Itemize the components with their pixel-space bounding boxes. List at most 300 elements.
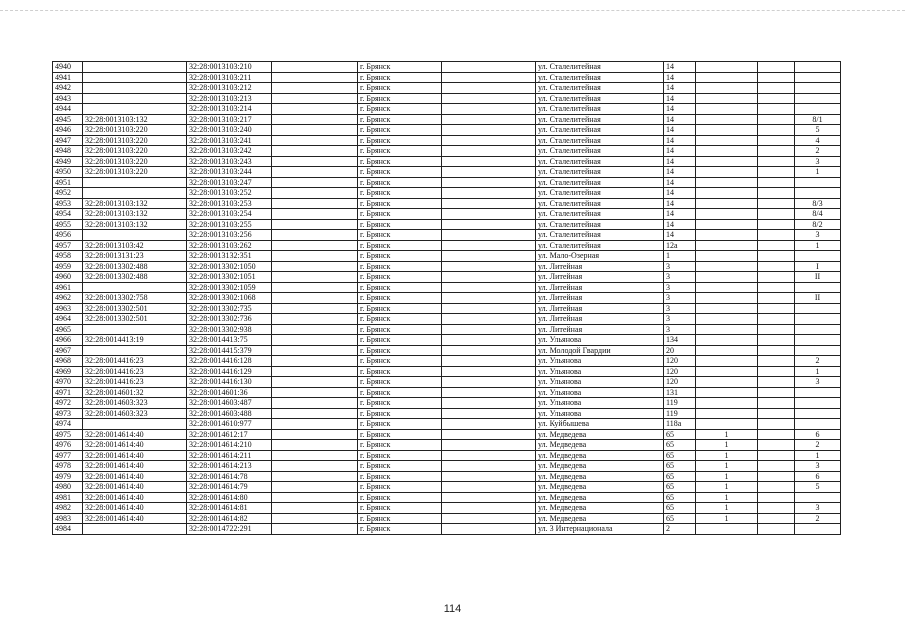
city-cell: г. Брянск <box>358 72 442 83</box>
row-number-cell: 4943 <box>53 93 83 104</box>
building-cell <box>696 524 758 535</box>
city-cell: г. Брянск <box>358 513 442 524</box>
empty-cell <box>442 219 536 230</box>
empty-cell <box>758 366 795 377</box>
parent-cadastral-number-cell: 32:28:0014614:40 <box>83 492 187 503</box>
city-cell: г. Брянск <box>358 450 442 461</box>
city-cell: г. Брянск <box>358 492 442 503</box>
parent-cadastral-number-cell: 32:28:0014413:19 <box>83 335 187 346</box>
cadastral-number-cell: 32:28:0014614:82 <box>187 513 272 524</box>
parent-cadastral-number-cell: 32:28:0014603:323 <box>83 408 187 419</box>
empty-cell <box>758 293 795 304</box>
cadastral-number-cell: 32:28:0013302:1068 <box>187 293 272 304</box>
cadastral-number-cell: 32:28:0014614:213 <box>187 461 272 472</box>
building-cell: 1 <box>696 450 758 461</box>
empty-cell <box>758 261 795 272</box>
row-number-cell: 4958 <box>53 251 83 262</box>
empty-cell <box>758 513 795 524</box>
city-cell: г. Брянск <box>358 356 442 367</box>
parent-cadastral-number-cell: 32:28:0013103:220 <box>83 125 187 136</box>
row-number-cell: 4947 <box>53 135 83 146</box>
empty-cell <box>442 240 536 251</box>
empty-cell <box>442 303 536 314</box>
parent-cadastral-number-cell <box>83 324 187 335</box>
empty-cell <box>442 167 536 178</box>
empty-cell <box>442 104 536 115</box>
table-row <box>53 366 841 377</box>
table-row <box>53 419 841 430</box>
empty-cell <box>442 398 536 409</box>
empty-cell <box>442 125 536 136</box>
flat-number-cell: 1 <box>795 240 841 251</box>
building-cell <box>696 177 758 188</box>
empty-cell <box>272 324 358 335</box>
city-cell: г. Брянск <box>358 93 442 104</box>
empty-cell <box>758 72 795 83</box>
cadastral-number-cell: 32:28:0013103:214 <box>187 104 272 115</box>
empty-cell <box>758 377 795 388</box>
empty-cell <box>442 261 536 272</box>
empty-cell <box>272 261 358 272</box>
building-cell: 1 <box>696 429 758 440</box>
parent-cadastral-number-cell: 32:28:0013103:42 <box>83 240 187 251</box>
building-cell <box>696 156 758 167</box>
row-number-cell: 4956 <box>53 230 83 241</box>
building-cell <box>696 125 758 136</box>
city-cell: г. Брянск <box>358 114 442 125</box>
row-number-cell: 4970 <box>53 377 83 388</box>
row-number-cell: 4955 <box>53 219 83 230</box>
flat-number-cell <box>795 72 841 83</box>
empty-cell <box>758 461 795 472</box>
empty-cell <box>758 188 795 199</box>
house-number-cell: 118а <box>664 419 696 430</box>
parent-cadastral-number-cell: 32:28:0013103:132 <box>83 114 187 125</box>
row-number-cell: 4949 <box>53 156 83 167</box>
empty-cell <box>758 230 795 241</box>
table-row <box>53 282 841 293</box>
building-cell <box>696 251 758 262</box>
building-cell: 1 <box>696 461 758 472</box>
table-row <box>53 524 841 535</box>
row-number-cell: 4969 <box>53 366 83 377</box>
building-cell <box>696 62 758 73</box>
parent-cadastral-number-cell: 32:28:0014614:40 <box>83 450 187 461</box>
empty-cell <box>272 450 358 461</box>
row-number-cell: 4964 <box>53 314 83 325</box>
street-cell: ул. Сталелитейная <box>536 240 664 251</box>
house-number-cell: 119 <box>664 408 696 419</box>
street-cell: ул. Сталелитейная <box>536 219 664 230</box>
table-row <box>53 114 841 125</box>
city-cell: г. Брянск <box>358 104 442 115</box>
parent-cadastral-number-cell: 32:28:0013103:132 <box>83 209 187 220</box>
street-cell: ул. Сталелитейная <box>536 114 664 125</box>
table-row <box>53 272 841 283</box>
city-cell: г. Брянск <box>358 251 442 262</box>
city-cell: г. Брянск <box>358 62 442 73</box>
parent-cadastral-number-cell: 32:28:0014614:40 <box>83 503 187 514</box>
flat-number-cell <box>795 345 841 356</box>
street-cell: ул. Сталелитейная <box>536 125 664 136</box>
building-cell <box>696 335 758 346</box>
empty-cell <box>272 83 358 94</box>
flat-number-cell: 3 <box>795 156 841 167</box>
empty-cell <box>758 398 795 409</box>
parent-cadastral-number-cell <box>83 104 187 115</box>
city-cell: г. Брянск <box>358 387 442 398</box>
table-row <box>53 440 841 451</box>
empty-cell <box>442 198 536 209</box>
parent-cadastral-number-cell: 32:28:0013103:220 <box>83 167 187 178</box>
building-cell <box>696 419 758 430</box>
house-number-cell: 65 <box>664 513 696 524</box>
building-cell <box>696 366 758 377</box>
flat-number-cell <box>795 314 841 325</box>
street-cell: ул. Литейная <box>536 272 664 283</box>
street-cell: ул. Сталелитейная <box>536 188 664 199</box>
house-number-cell: 134 <box>664 335 696 346</box>
flat-number-cell: 3 <box>795 503 841 514</box>
empty-cell <box>442 492 536 503</box>
empty-cell <box>272 93 358 104</box>
street-cell: ул. Литейная <box>536 282 664 293</box>
flat-number-cell <box>795 83 841 94</box>
row-number-cell: 4978 <box>53 461 83 472</box>
row-number-cell: 4965 <box>53 324 83 335</box>
city-cell: г. Брянск <box>358 230 442 241</box>
table-row <box>53 377 841 388</box>
empty-cell <box>442 114 536 125</box>
empty-cell <box>272 282 358 293</box>
empty-cell <box>758 93 795 104</box>
empty-cell <box>442 62 536 73</box>
table-row <box>53 398 841 409</box>
empty-cell <box>758 503 795 514</box>
empty-cell <box>442 440 536 451</box>
row-number-cell: 4948 <box>53 146 83 157</box>
empty-cell <box>758 429 795 440</box>
empty-cell <box>758 272 795 283</box>
street-cell: ул. Сталелитейная <box>536 135 664 146</box>
building-cell <box>696 356 758 367</box>
house-number-cell: 20 <box>664 345 696 356</box>
parent-cadastral-number-cell: 32:28:0014416:23 <box>83 366 187 377</box>
city-cell: г. Брянск <box>358 282 442 293</box>
street-cell: ул. Ульянова <box>536 398 664 409</box>
empty-cell <box>442 177 536 188</box>
row-number-cell: 4945 <box>53 114 83 125</box>
city-cell: г. Брянск <box>358 335 442 346</box>
cadastral-number-cell: 32:28:0014415:379 <box>187 345 272 356</box>
street-cell: ул. Ульянова <box>536 377 664 388</box>
flat-number-cell <box>795 188 841 199</box>
house-number-cell: 3 <box>664 293 696 304</box>
table-row <box>53 303 841 314</box>
table-row <box>53 83 841 94</box>
empty-cell <box>758 114 795 125</box>
house-number-cell: 3 <box>664 324 696 335</box>
row-number-cell: 4971 <box>53 387 83 398</box>
flat-number-cell: II <box>795 272 841 283</box>
house-number-cell: 14 <box>664 62 696 73</box>
building-cell <box>696 314 758 325</box>
cadastral-number-cell: 32:28:0013103:255 <box>187 219 272 230</box>
flat-number-cell: I <box>795 261 841 272</box>
cadastral-number-cell: 32:28:0013103:247 <box>187 177 272 188</box>
empty-cell <box>758 146 795 157</box>
table-row <box>53 503 841 514</box>
house-number-cell: 65 <box>664 503 696 514</box>
flat-number-cell: 8/1 <box>795 114 841 125</box>
row-number-cell: 4976 <box>53 440 83 451</box>
cadastral-number-cell: 32:28:0013103:210 <box>187 62 272 73</box>
table-row <box>53 261 841 272</box>
city-cell: г. Брянск <box>358 345 442 356</box>
empty-cell <box>758 356 795 367</box>
house-number-cell: 14 <box>664 230 696 241</box>
empty-cell <box>758 240 795 251</box>
empty-cell <box>272 366 358 377</box>
row-number-cell: 4979 <box>53 471 83 482</box>
street-cell: ул. Куйбышева <box>536 419 664 430</box>
empty-cell <box>758 450 795 461</box>
street-cell: ул. Сталелитейная <box>536 156 664 167</box>
empty-cell <box>272 230 358 241</box>
street-cell: ул. Сталелитейная <box>536 72 664 83</box>
empty-cell <box>758 177 795 188</box>
cadastral-number-cell: 32:28:0014614:79 <box>187 482 272 493</box>
cadastral-number-cell: 32:28:0013103:241 <box>187 135 272 146</box>
cadastral-number-cell: 32:28:0013302:736 <box>187 314 272 325</box>
empty-cell <box>442 324 536 335</box>
house-number-cell: 3 <box>664 272 696 283</box>
empty-cell <box>272 114 358 125</box>
empty-cell <box>758 419 795 430</box>
empty-cell <box>272 146 358 157</box>
parent-cadastral-number-cell: 32:28:0013103:132 <box>83 198 187 209</box>
cadastral-number-cell: 32:28:0013302:1051 <box>187 272 272 283</box>
table-row <box>53 135 841 146</box>
street-cell: ул. Ульянова <box>536 335 664 346</box>
house-number-cell: 65 <box>664 461 696 472</box>
city-cell: г. Брянск <box>358 461 442 472</box>
house-number-cell: 120 <box>664 366 696 377</box>
city-cell: г. Брянск <box>358 408 442 419</box>
house-number-cell: 120 <box>664 356 696 367</box>
flat-number-cell: 8/4 <box>795 209 841 220</box>
flat-number-cell: 2 <box>795 356 841 367</box>
cadastral-number-cell: 32:28:0013302:938 <box>187 324 272 335</box>
building-cell <box>696 387 758 398</box>
empty-cell <box>272 387 358 398</box>
empty-cell <box>272 177 358 188</box>
parent-cadastral-number-cell: 32:28:0013103:220 <box>83 135 187 146</box>
empty-cell <box>442 482 536 493</box>
cadastral-number-cell: 32:28:0013103:254 <box>187 209 272 220</box>
building-cell <box>696 408 758 419</box>
parent-cadastral-number-cell: 32:28:0014601:32 <box>83 387 187 398</box>
row-number-cell: 4966 <box>53 335 83 346</box>
empty-cell <box>272 251 358 262</box>
table-row <box>53 324 841 335</box>
building-cell <box>696 188 758 199</box>
parent-cadastral-number-cell <box>83 345 187 356</box>
cadastral-number-cell: 32:28:0014610:977 <box>187 419 272 430</box>
house-number-cell: 14 <box>664 125 696 136</box>
empty-cell <box>758 345 795 356</box>
building-cell <box>696 398 758 409</box>
street-cell: ул. Медведева <box>536 513 664 524</box>
empty-cell <box>272 335 358 346</box>
house-number-cell: 65 <box>664 492 696 503</box>
street-cell: ул. Медведева <box>536 429 664 440</box>
street-cell: ул. Мало-Озерная <box>536 251 664 262</box>
flat-number-cell <box>795 62 841 73</box>
table-row <box>53 513 841 524</box>
flat-number-cell: 3 <box>795 377 841 388</box>
empty-cell <box>442 293 536 304</box>
city-cell: г. Брянск <box>358 167 442 178</box>
city-cell: г. Брянск <box>358 524 442 535</box>
flat-number-cell: 2 <box>795 513 841 524</box>
empty-cell <box>442 419 536 430</box>
flat-number-cell: 5 <box>795 125 841 136</box>
empty-cell <box>442 377 536 388</box>
empty-cell <box>442 251 536 262</box>
table-row <box>53 356 841 367</box>
house-number-cell: 3 <box>664 314 696 325</box>
cadastral-number-cell: 32:28:0014416:129 <box>187 366 272 377</box>
empty-cell <box>758 440 795 451</box>
parent-cadastral-number-cell <box>83 72 187 83</box>
empty-cell <box>442 408 536 419</box>
building-cell: 1 <box>696 482 758 493</box>
table-row <box>53 345 841 356</box>
row-number-cell: 4946 <box>53 125 83 136</box>
cadastral-number-cell: 32:28:0013103:252 <box>187 188 272 199</box>
parent-cadastral-number-cell <box>83 282 187 293</box>
empty-cell <box>758 156 795 167</box>
house-number-cell: 2 <box>664 524 696 535</box>
empty-cell <box>272 293 358 304</box>
house-number-cell: 14 <box>664 72 696 83</box>
parent-cadastral-number-cell <box>83 419 187 430</box>
empty-cell <box>272 377 358 388</box>
parent-cadastral-number-cell: 32:28:0014614:40 <box>83 513 187 524</box>
empty-cell <box>272 503 358 514</box>
house-number-cell: 14 <box>664 188 696 199</box>
parent-cadastral-number-cell <box>83 62 187 73</box>
flat-number-cell: 5 <box>795 482 841 493</box>
empty-cell <box>272 513 358 524</box>
table-row <box>53 104 841 115</box>
empty-cell <box>442 387 536 398</box>
empty-cell <box>442 335 536 346</box>
flat-number-cell <box>795 387 841 398</box>
row-number-cell: 4957 <box>53 240 83 251</box>
cadastral-number-cell: 32:28:0014603:487 <box>187 398 272 409</box>
flat-number-cell: 8/2 <box>795 219 841 230</box>
house-number-cell: 119 <box>664 398 696 409</box>
flat-number-cell <box>795 303 841 314</box>
parent-cadastral-number-cell <box>83 93 187 104</box>
street-cell: ул. Ульянова <box>536 408 664 419</box>
building-cell <box>696 293 758 304</box>
cadastral-number-cell: 32:28:0013103:253 <box>187 198 272 209</box>
table-row <box>53 492 841 503</box>
flat-number-cell: 6 <box>795 471 841 482</box>
house-number-cell: 14 <box>664 219 696 230</box>
row-number-cell: 4940 <box>53 62 83 73</box>
flat-number-cell <box>795 93 841 104</box>
parent-cadastral-number-cell <box>83 524 187 535</box>
house-number-cell: 14 <box>664 198 696 209</box>
flat-number-cell <box>795 177 841 188</box>
table-row <box>53 471 841 482</box>
house-number-cell: 12а <box>664 240 696 251</box>
empty-cell <box>442 524 536 535</box>
empty-cell <box>758 492 795 503</box>
parent-cadastral-number-cell: 32:28:0013103:220 <box>83 156 187 167</box>
empty-cell <box>758 62 795 73</box>
house-number-cell: 14 <box>664 209 696 220</box>
scan-top-edge <box>0 0 905 11</box>
cadastral-number-cell: 32:28:0013132:351 <box>187 251 272 262</box>
street-cell: ул. Сталелитейная <box>536 83 664 94</box>
empty-cell <box>272 72 358 83</box>
cadastral-number-cell: 32:28:0014614:211 <box>187 450 272 461</box>
building-cell <box>696 198 758 209</box>
empty-cell <box>442 83 536 94</box>
cadastral-number-cell: 32:28:0014603:488 <box>187 408 272 419</box>
parent-cadastral-number-cell: 32:28:0014614:40 <box>83 461 187 472</box>
building-cell <box>696 219 758 230</box>
cadastral-number-cell: 32:28:0014416:128 <box>187 356 272 367</box>
cadastral-register-table <box>52 61 841 535</box>
row-number-cell: 4982 <box>53 503 83 514</box>
cadastral-number-cell: 32:28:0014614:210 <box>187 440 272 451</box>
building-cell: 1 <box>696 440 758 451</box>
table-row <box>53 156 841 167</box>
city-cell: г. Брянск <box>358 324 442 335</box>
empty-cell <box>272 345 358 356</box>
parent-cadastral-number-cell: 32:28:0014614:40 <box>83 482 187 493</box>
building-cell <box>696 93 758 104</box>
empty-cell <box>758 104 795 115</box>
empty-cell <box>758 83 795 94</box>
cadastral-number-cell: 32:28:0013302:735 <box>187 303 272 314</box>
empty-cell <box>272 408 358 419</box>
cadastral-number-cell: 32:28:0013103:211 <box>187 72 272 83</box>
empty-cell <box>758 125 795 136</box>
table-row <box>53 408 841 419</box>
empty-cell <box>442 429 536 440</box>
row-number-cell: 4942 <box>53 83 83 94</box>
cadastral-number-cell: 32:28:0013103:256 <box>187 230 272 241</box>
street-cell: ул. Медведева <box>536 471 664 482</box>
empty-cell <box>758 209 795 220</box>
city-cell: г. Брянск <box>358 303 442 314</box>
house-number-cell: 14 <box>664 93 696 104</box>
street-cell: ул. Медведева <box>536 461 664 472</box>
city-cell: г. Брянск <box>358 293 442 304</box>
house-number-cell: 3 <box>664 282 696 293</box>
parent-cadastral-number-cell <box>83 230 187 241</box>
city-cell: г. Брянск <box>358 125 442 136</box>
street-cell: ул. Молодой Гвардии <box>536 345 664 356</box>
city-cell: г. Брянск <box>358 482 442 493</box>
